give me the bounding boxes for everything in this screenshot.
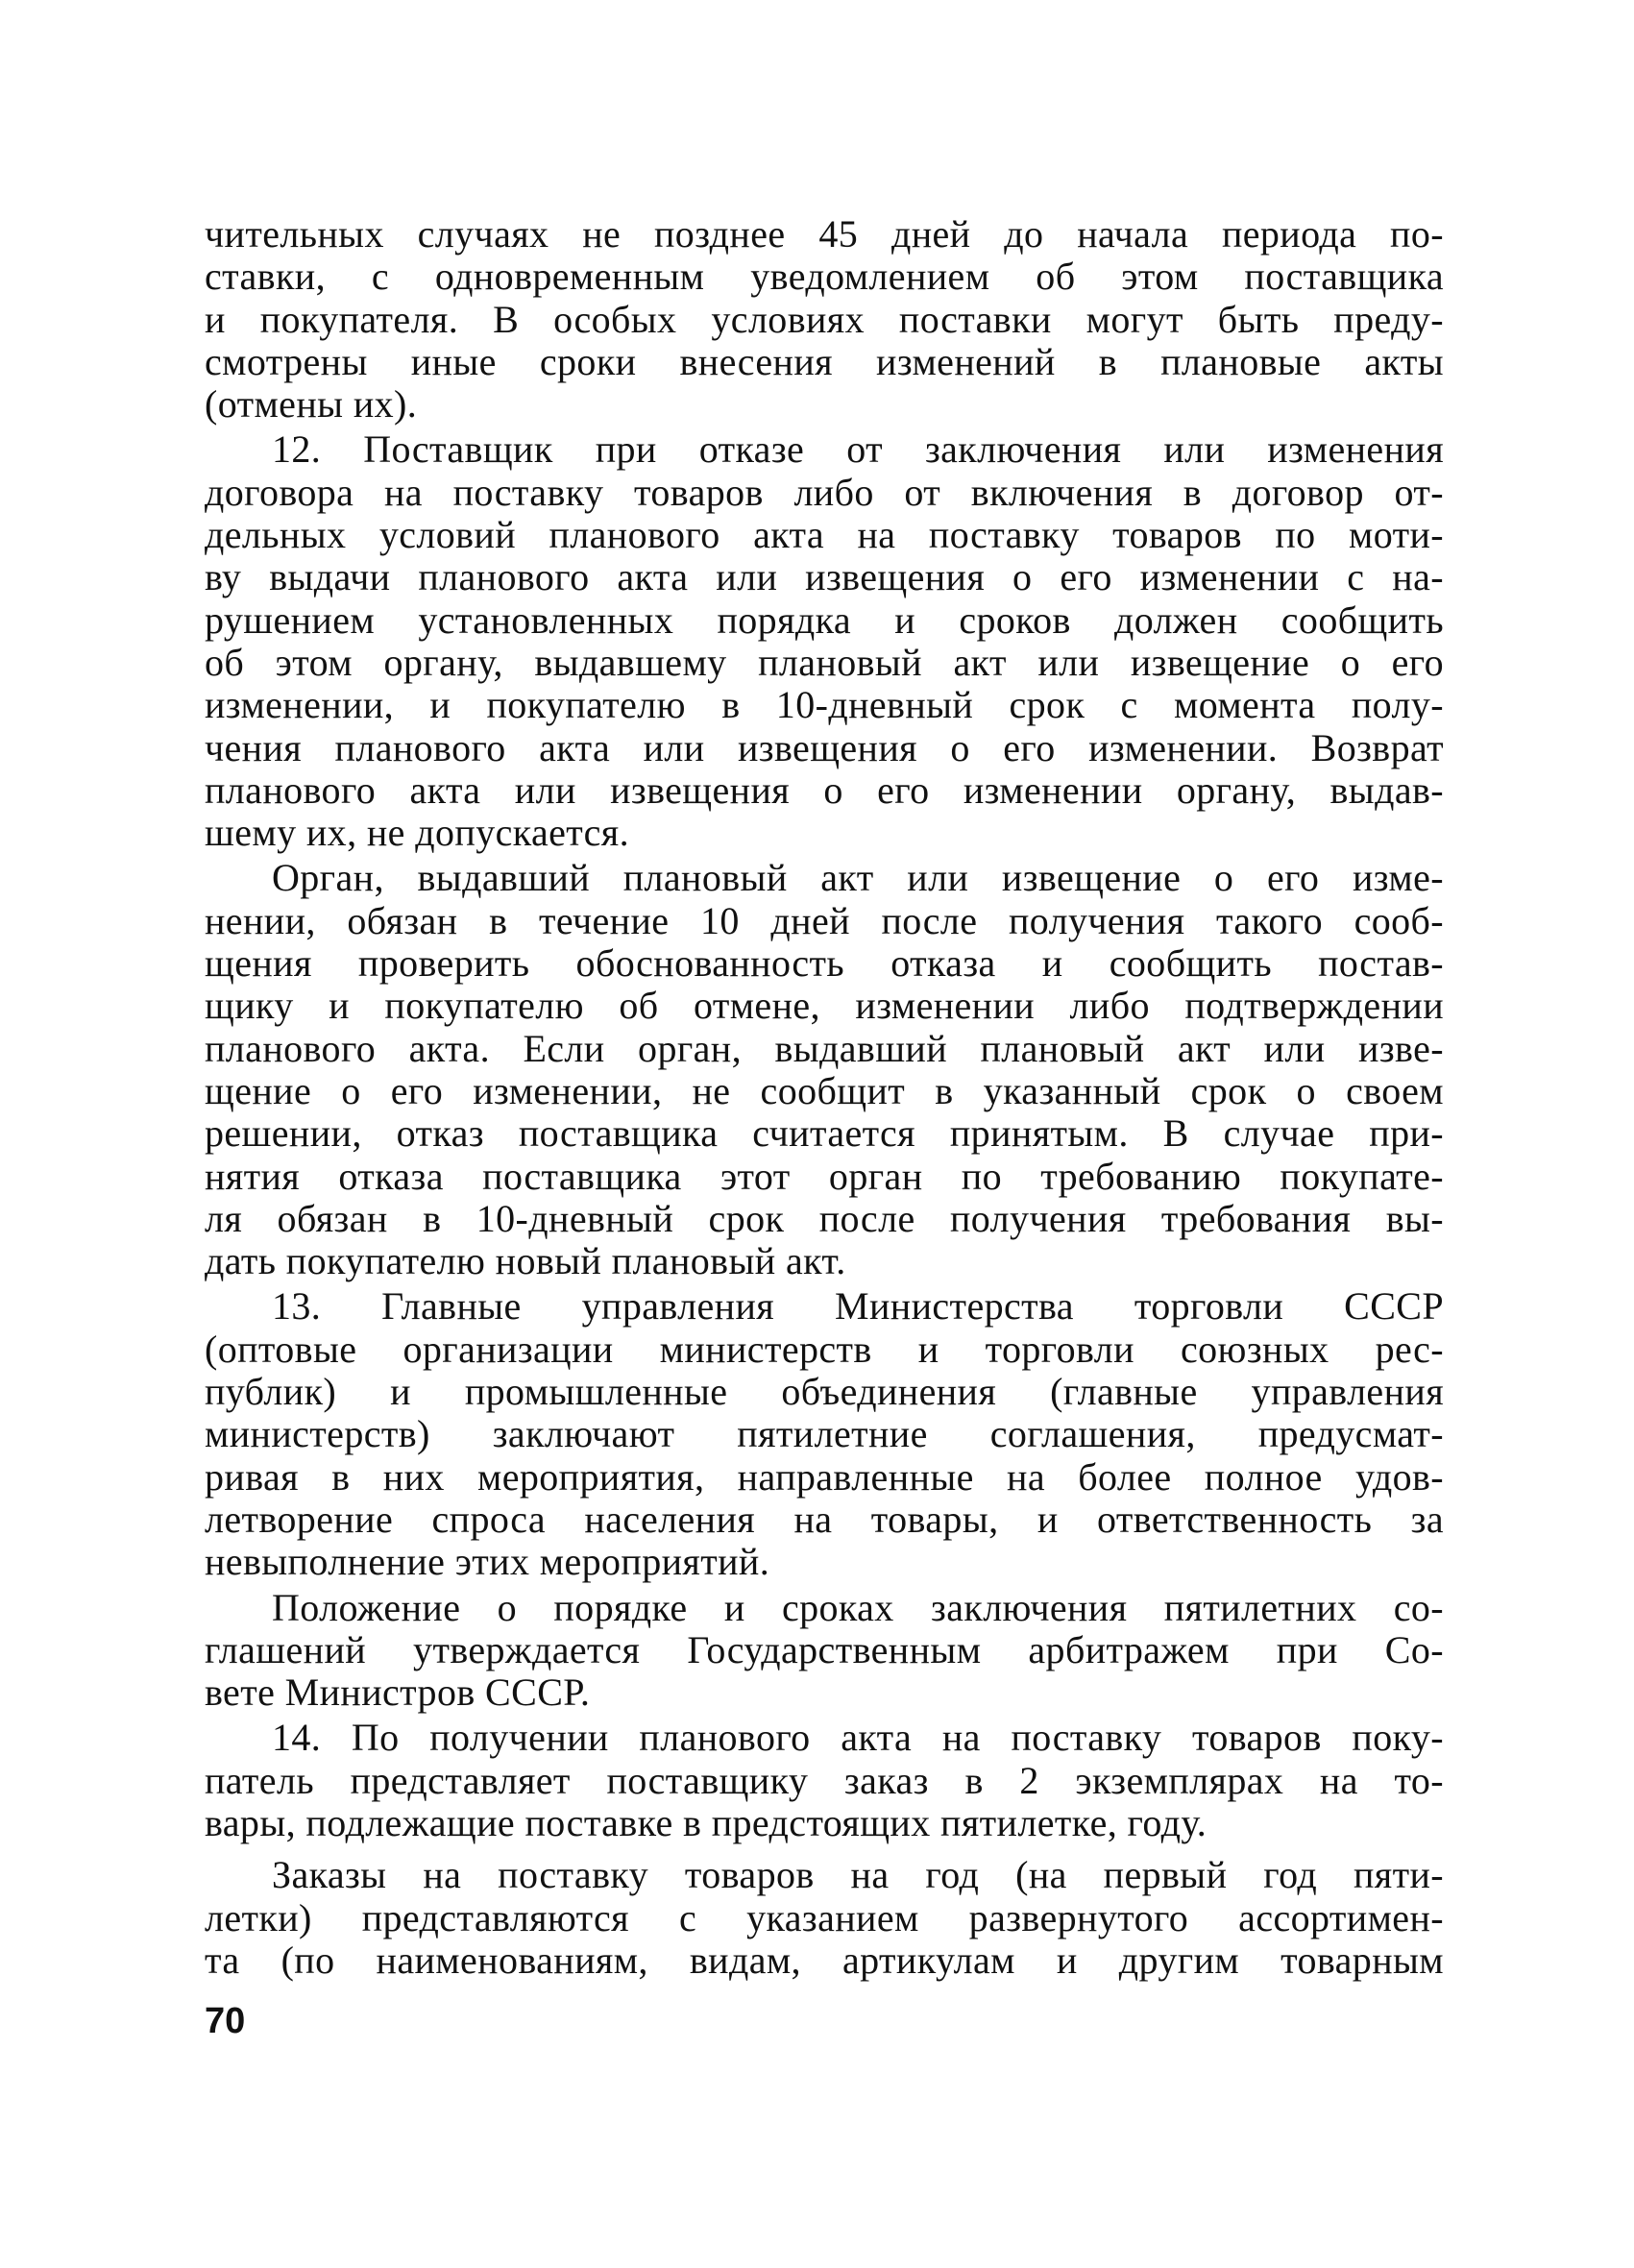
- text-line: (оптовые организации министерств и торговли союзных рес-: [205, 1327, 1444, 1371]
- text-line: изменении, и покупателю в 10-дневный срок с момента полу-: [205, 683, 1444, 727]
- text-line: (отмены их).: [205, 382, 418, 427]
- text-line: ривая в них мероприятия, направленные на более полное удов-: [205, 1454, 1444, 1499]
- text-line: и покупателя. В особых условиях поставки могут быть преду-: [205, 297, 1444, 341]
- text-line: дать покупателю новый плановый акт.: [205, 1239, 846, 1283]
- text-line: летки) представляются с указанием развернутого ассортимен-: [205, 1895, 1444, 1939]
- text-line: решении, отказ поставщика считается принятым. В случае при-: [205, 1111, 1444, 1156]
- page-text: [205, 213, 1444, 1982]
- text-line: ставки, с одновременным уведомлением об этом поставщика: [205, 255, 1444, 299]
- text-line: щение о его изменении, не сообщит в указанный срок о своем: [205, 1068, 1444, 1112]
- text-line: летворение спроса населения на товары, и ответственность за: [205, 1497, 1444, 1541]
- text-line: планового акта. Если орган, выдавший плановый акт или изве-: [205, 1026, 1444, 1070]
- text-line: щику и покупателю об отмене, изменении либо подтверждении: [205, 984, 1444, 1028]
- text-line: глашений утверждается Государственным арбитражем при Со-: [205, 1627, 1444, 1671]
- text-line: 12. Поставщик при отказе от заключения или изменения: [272, 427, 1444, 472]
- text-line: 13. Главные управления Министерства торговли СССР: [272, 1284, 1444, 1329]
- text-line: договора на поставку товаров либо от включения в договор от-: [205, 470, 1444, 514]
- text-line: дельных условий планового акта на поставку товаров по моти-: [205, 513, 1444, 557]
- text-line: Орган, выдавший плановый акт или извещение о его изме-: [272, 856, 1444, 900]
- text-line: Положение о порядке и сроках заключения пятилетних со-: [272, 1585, 1444, 1629]
- text-line: нении, обязан в течение 10 дней после получения такого сооб-: [205, 898, 1444, 942]
- text-line: 14. По получении планового акта на поставку товаров поку-: [272, 1716, 1444, 1760]
- text-line: чения планового акта или извещения о его изменении. Возврат: [205, 725, 1444, 769]
- text-line: та (по наименованиям, видам, артикулам и другим товарным: [205, 1938, 1444, 1982]
- text-line: вары, подлежащие поставке в предстоящих пятилетке, году.: [205, 1800, 1207, 1844]
- text-line: чительных случаях не позднее 45 дней до начала периода по-: [205, 212, 1444, 256]
- text-line: планового акта или извещения о его изменении органу, выдав-: [205, 768, 1444, 812]
- text-line: вете Министров СССР.: [205, 1671, 591, 1715]
- text-line: Заказы на поставку товаров на год (на первый год пяти-: [272, 1853, 1444, 1897]
- text-line: министерств) заключают пятилетние соглашения, предусмат-: [205, 1412, 1444, 1456]
- text-line: ля обязан в 10-дневный срок после получения требования вы-: [205, 1196, 1444, 1240]
- text-line: ву выдачи планового акта или извещения о его изменении с на-: [205, 555, 1444, 599]
- text-line: об этом органу, выдавшему плановый акт или извещение о его: [205, 640, 1444, 684]
- text-line: публик) и промышленные объединения (главные управления: [205, 1370, 1444, 1414]
- text-line: нятия отказа поставщика этот орган по требованию покупате-: [205, 1154, 1444, 1198]
- text-line: невыполнение этих мероприятий.: [205, 1540, 770, 1584]
- text-line: щения проверить обоснованность отказа и сообщить постав-: [205, 941, 1444, 986]
- text-line: смотрены иные сроки внесения изменений в плановые акты: [205, 339, 1444, 383]
- page-number: 70: [205, 2001, 246, 2041]
- text-line: шему их, не допускается.: [205, 811, 630, 855]
- text-line: патель представляет поставщику заказ в 2 экземплярах на то-: [205, 1758, 1444, 1802]
- text-line: рушением установленных порядка и сроков должен сообщить: [205, 597, 1444, 642]
